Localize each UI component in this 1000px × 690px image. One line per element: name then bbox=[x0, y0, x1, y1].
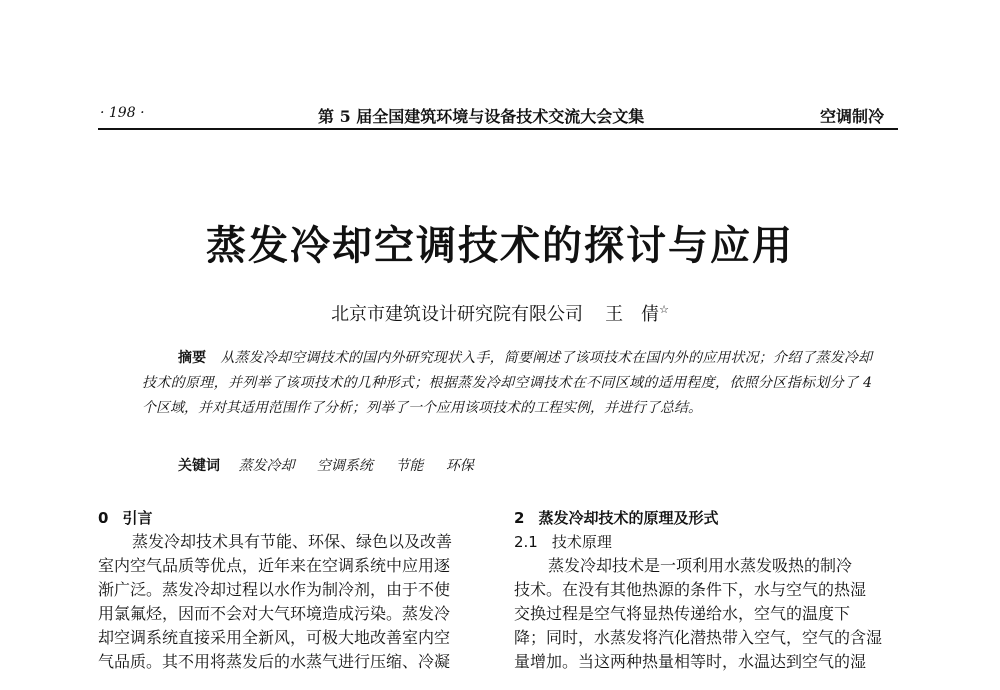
paragraph-line: 渐广泛。蒸发冷却过程以水作为制冷剂，由于不使 bbox=[98, 580, 451, 599]
section-heading bbox=[514, 506, 902, 530]
keywords bbox=[178, 455, 492, 475]
abstract-text: 从蒸发冷却空调技术的国内外研究现状入手，简要阐述了该项技术在国内外的应用状况；介绍了蒸发冷却技术的原理，并列举了该项技术的几种形式；根据蒸发冷却空调技术在不同区域的适用程度，依照分区指标划分了 4 个区域，并对其适用范围作了分析；列举了一个应用该项技术的工程实例，并进行了总结。 bbox=[142, 350, 873, 416]
running-header bbox=[98, 102, 898, 130]
section-heading bbox=[98, 506, 486, 530]
paragraph-line: 降；同时，水蒸发将汽化潜热带入空气，空气的含湿 bbox=[514, 628, 883, 647]
subsection-title: 技术原理 bbox=[551, 533, 612, 551]
section-title: 引言 bbox=[122, 509, 153, 527]
right-column bbox=[514, 506, 902, 674]
keyword: 空调系统 bbox=[316, 458, 373, 474]
subsection-number: 2.1 bbox=[514, 533, 538, 551]
paragraph-line: 蒸发冷却技术具有节能、环保、绿色以及改善 bbox=[132, 532, 453, 551]
article-title: 蒸发冷却空调技术的探讨与应用 bbox=[206, 223, 794, 269]
paragraph-line: 交换过程是空气将显热传递给水，空气的温度下 bbox=[514, 604, 851, 623]
paragraph-line: 技术。在没有其他热源的条件下，水与空气的热湿 bbox=[514, 580, 867, 599]
author-name: 王 倩 bbox=[605, 304, 660, 325]
paragraph-line: 蒸发冷却技术是一项利用水蒸发吸热的制冷 bbox=[548, 556, 853, 575]
section-title: 蒸发冷却技术的原理及形式 bbox=[538, 509, 719, 527]
byline bbox=[0, 300, 1000, 326]
paragraph-line: 室内空气品质等优点，近年来在空调系统中应用逐 bbox=[98, 556, 451, 575]
section-number: 0 bbox=[98, 509, 109, 527]
paragraph-line: 气品质。其不用将蒸发后的水蒸气进行压缩、冷凝 bbox=[98, 652, 451, 671]
subsection-heading bbox=[514, 530, 902, 554]
keyword: 环保 bbox=[445, 458, 474, 474]
section-label: 空调制冷 bbox=[819, 107, 884, 126]
abstract-label: 摘要 bbox=[178, 350, 207, 366]
paragraph-line: 用氯氟烃，因而不会对大气环境造成污染。蒸发冷 bbox=[98, 604, 451, 623]
affiliation: 北京市建筑设计研究院有限公司 bbox=[331, 304, 584, 325]
keywords-label: 关键词 bbox=[178, 458, 220, 474]
keyword: 节能 bbox=[395, 458, 424, 474]
abstract bbox=[142, 346, 872, 421]
section-number: 2 bbox=[514, 509, 525, 527]
left-column bbox=[98, 506, 486, 674]
paragraph-line: 却空调系统直接采用全新风，可极大地改善室内空 bbox=[98, 628, 451, 647]
journal-title: 第 5 届全国建筑环境与设备技术交流大会文集 bbox=[318, 107, 645, 126]
author-note-mark: ☆ bbox=[659, 303, 669, 316]
paragraph-line: 量增加。当这两种热量相等时，水温达到空气的湿 bbox=[514, 652, 867, 671]
page-number: · 198 · bbox=[100, 105, 145, 121]
keyword: 蒸发冷却 bbox=[238, 458, 295, 474]
